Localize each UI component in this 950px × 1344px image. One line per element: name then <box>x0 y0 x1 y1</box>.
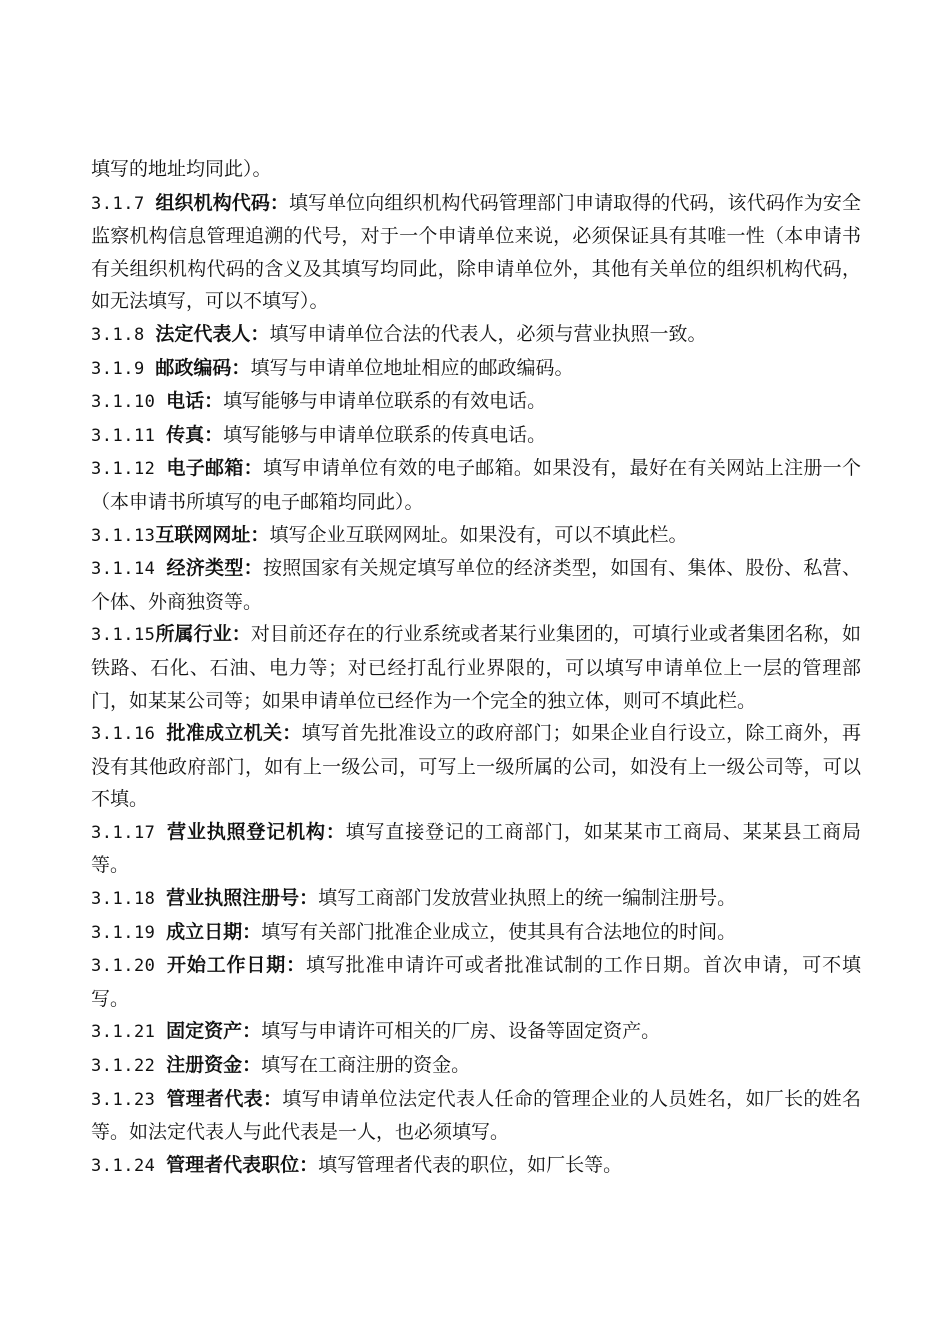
clause-term: 传真： <box>166 423 224 446</box>
clause-3-1-16 <box>91 717 861 816</box>
clause-text: 填写直接登记的工商部门，如某某市工商局、某某县工商局等。 <box>91 820 861 877</box>
clause-number: 3.1.7 <box>91 193 156 214</box>
clause-3-1-20 <box>91 949 861 1015</box>
clause-number: 3.1.23 <box>91 1089 167 1110</box>
clause-text: 填写与申请单位地址相应的邮政编码。 <box>250 356 574 379</box>
clause-3-1-14 <box>91 552 861 618</box>
clause-number: 3.1.21 <box>91 1022 167 1043</box>
clause-term: 电子邮箱： <box>166 457 263 480</box>
clause-term: 经济类型： <box>166 557 263 580</box>
clause-text: 填写有关部门批准企业成立，使其具有合法地位的时间。 <box>261 920 737 943</box>
clause-text: 填写的地址均同此）。 <box>91 158 272 180</box>
clause-number: 3.1.12 <box>91 459 167 480</box>
clause-number: 3.1.10 <box>91 392 167 413</box>
clause-number: 3.1.11 <box>91 425 167 446</box>
clause-text: 填写申请单位法定代表人任命的管理企业的人员姓名，如厂长的姓名等。如法定代表人与此代表是一人，也必须填写。 <box>91 1087 861 1144</box>
clause-term: 管理者代表： <box>166 1087 283 1110</box>
clause-3-1-9 <box>91 352 861 386</box>
clause-3-1-8 <box>91 318 861 352</box>
clause-term: 成立日期： <box>166 920 262 943</box>
clause-3-1-15 <box>91 618 861 717</box>
clause-text: 填写单位向组织机构代码管理部门申请取得的代码，该代码作为安全监察机构信息管理追溯的代号，对于一个申请单位来说，必须保证具有其唯一性（本申请书有关组织机构代码的含义及其填写均同此，除申请单位外，其他有关单位的组织机构代码，如无法填写，可以不填写）。 <box>91 191 861 313</box>
clause-text: 填写管理者代表的职位，如厂长等。 <box>318 1153 623 1176</box>
clause-number: 3.1.16 <box>91 724 167 745</box>
document-body <box>91 153 861 1182</box>
clause-3-1-10 <box>91 385 861 419</box>
clause-3-1-18 <box>91 882 861 916</box>
clause-number: 3.1.18 <box>91 889 167 910</box>
clause-number: 3.1.13 <box>91 525 156 546</box>
clause-number: 3.1.22 <box>91 1056 167 1077</box>
clause-term: 开始工作日期： <box>167 954 306 977</box>
clause-3-1-19 <box>91 916 861 950</box>
clause-term: 邮政编码： <box>155 356 251 379</box>
clause-term: 营业执照注册号： <box>166 887 319 910</box>
clause-number: 3.1.19 <box>91 922 167 943</box>
clause-text: 填写首先批准设立的政府部门；如果企业自行设立，除工商外，再没有其他政府部门，如有上一级公司，可写上一级所属的公司，如没有上一级公司等，可以不填。 <box>91 722 861 811</box>
clause-text: 按照国家有关规定填写单位的经济类型，如国有、集体、股份、私营、个体、外商独资等。 <box>91 557 861 613</box>
clause-text: 填写能够与申请单位联系的传真电话。 <box>223 423 547 446</box>
clause-text: 填写申请单位合法的代表人，必须与营业执照一致。 <box>269 322 707 345</box>
clause-term: 所属行业： <box>155 623 251 646</box>
clause-number: 3.1.20 <box>91 956 167 977</box>
clause-3-1-12 <box>91 452 861 518</box>
clause-text: 填写申请单位有效的电子邮箱。如果没有，最好在有关网站上注册一个（本申请书所填写的电子邮箱均同此）。 <box>91 457 861 513</box>
clause-3-1-24 <box>91 1149 861 1183</box>
clause-number: 3.1.24 <box>91 1155 167 1176</box>
clause-text: 填写企业互联网网址。如果没有，可以不填此栏。 <box>269 523 688 546</box>
clause-number: 3.1.15 <box>91 625 156 646</box>
clause-term: 营业执照登记机构： <box>167 820 346 843</box>
clause-text: 填写工商部门发放营业执照上的统一编制注册号。 <box>318 887 737 910</box>
clause-text: 填写批准申请许可或者批准试制的工作日期。首次申请，可不填写。 <box>91 954 861 1010</box>
clause-3-1-13 <box>91 519 861 553</box>
clause-number: 3.1.17 <box>91 822 167 843</box>
clause-term: 批准成立机关： <box>166 722 302 745</box>
clause-term: 注册资金： <box>166 1054 262 1077</box>
clause-number: 3.1.14 <box>91 559 167 580</box>
clause-text: 填写在工商注册的资金。 <box>261 1054 471 1077</box>
clause-term: 法定代表人： <box>155 322 270 345</box>
clause-3-1-7 <box>91 187 861 318</box>
clause-term: 互联网网址： <box>155 523 270 546</box>
clause-3-1-22 <box>91 1049 861 1083</box>
clause-term: 组织机构代码： <box>155 191 289 214</box>
clause-3-1-23 <box>91 1083 861 1149</box>
paragraph-continuation <box>91 153 861 187</box>
clause-term: 电话： <box>166 390 224 413</box>
clause-number: 3.1.8 <box>91 324 156 345</box>
clause-3-1-17 <box>91 816 861 882</box>
clause-text: 填写能够与申请单位联系的有效电话。 <box>223 390 547 413</box>
clause-term: 固定资产： <box>166 1020 262 1043</box>
clause-3-1-11 <box>91 419 861 453</box>
clause-number: 3.1.9 <box>91 358 156 379</box>
clause-term: 管理者代表职位： <box>166 1153 319 1176</box>
clause-text: 对目前还存在的行业系统或者某行业集团的，可填行业或者集团名称，如铁路、石化、石油、电力等；对已经打乱行业界限的，可以填写申请单位上一层的管理部门，如某某公司等；如果申请单位已经作为一个完全的独立体，则可不填此栏。 <box>91 623 861 712</box>
clause-text: 填写与申请许可相关的厂房、设备等固定资产。 <box>261 1020 661 1043</box>
clause-3-1-21 <box>91 1015 861 1049</box>
